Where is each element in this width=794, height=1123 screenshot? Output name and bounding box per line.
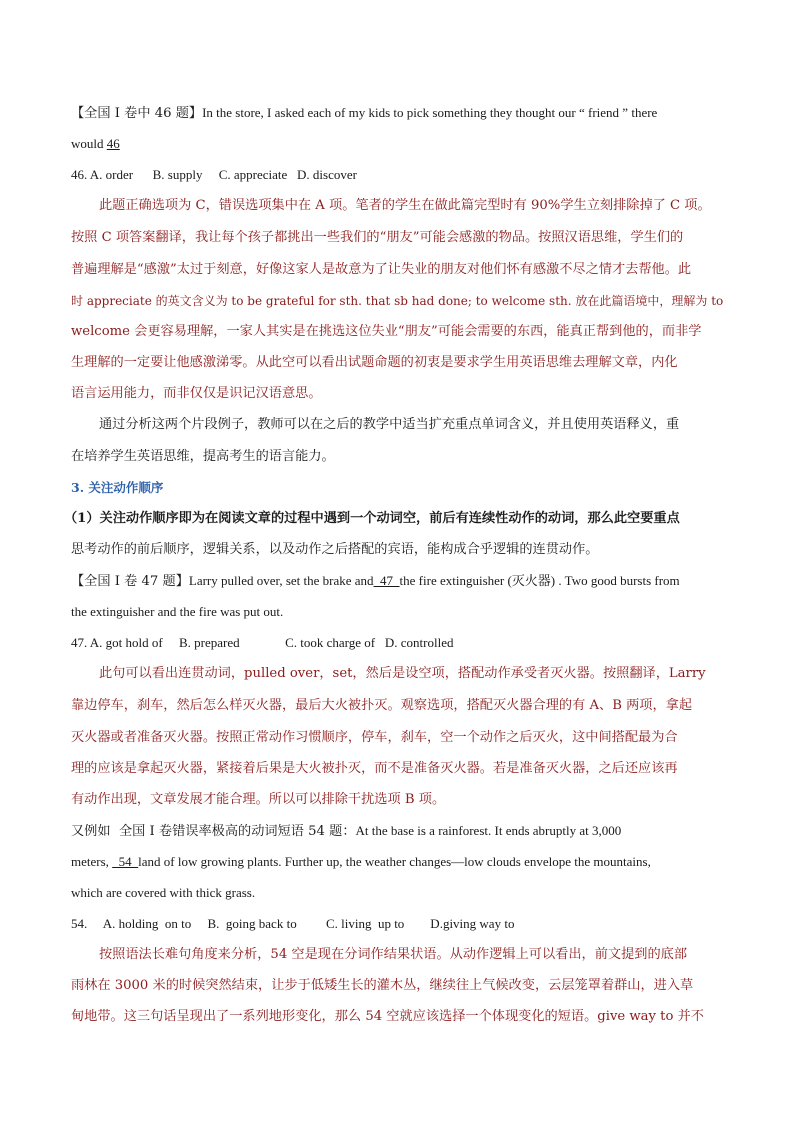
- q54-options: 54. A. holding on to B. going back to C. living up to D.giving way to: [71, 916, 515, 931]
- q54-blank: 54: [112, 854, 139, 869]
- q54-stem-cont: which are covered with thick grass.: [71, 885, 256, 900]
- q47-analysis-line: 此句可以看出连贯动词，pulled over，set，然后是设空项，搭配动作承受者灭火器。按照翻译，Larry: [99, 666, 706, 681]
- section-heading: 3. 关注动作顺序: [71, 480, 164, 495]
- q47-stem-cont: the extinguisher and the fire was put out.: [71, 604, 284, 619]
- q46-stem-text: In the store, I asked each of my kids to pick something they thought our “ friend ” there: [202, 105, 658, 120]
- q47-options: 47. A. got hold of B. prepared C. took charge of D. controlled: [71, 635, 454, 650]
- q47-source-label: 【全国 I 卷 47 题】: [71, 574, 189, 589]
- q54-stem: 又例如 全国 I 卷错误率极高的动词短语 54 题：At the base is a rainforest. It ends abruptly at 3,000: [71, 823, 622, 839]
- q54-intro: 又例如 全国 I 卷错误率极高的动词短语 54 题：: [71, 824, 356, 839]
- q46-analysis-line: 生理解的一定要让他感激涕零。从此空可以看出试题命题的初衷是要求学生用英语思维去理解文章，内化: [71, 355, 678, 370]
- q46-source-label: 【全国 I 卷中 46 题】: [71, 106, 203, 121]
- q46-options: 46. A. order B. supply C. appreciate D. discover: [71, 167, 357, 182]
- q47-stem: 【全国 I 卷 47 题】Larry pulled over, set the brake and 47 the fire extinguisher (灭火器) . Two good bursts from: [71, 573, 680, 589]
- q46-blank: 46: [106, 136, 120, 151]
- section-point-line: 思考动作的前后顺序，逻辑关系，以及动作之后搭配的宾语，能构成合乎逻辑的连贯动作。: [71, 542, 599, 557]
- q46-stem-cont: would 46: [71, 136, 120, 151]
- q46-analysis-line: 按照 C 项答案翻译，我让每个孩子都挑出一些我们的“朋友”可能会感激的物品。按照汉语思维，学生们的: [71, 230, 684, 245]
- q46-analysis-line: 时 appreciate 的英文含义为 to be grateful for sth. that sb had done; to welcome sth. 放在此篇语境中，理解为 to: [71, 294, 724, 308]
- q54-analysis-line: 雨林在 3000 米的时候突然结束，让步于低矮生长的灌木丛，继续往上气候改变，云层笼罩着群山，进入草: [71, 978, 694, 993]
- q46-analysis-line: 此题正确选项为 C，错误选项集中在 A 项。笔者的学生在做此篇完型时有 90%学生立刻排除掉了 C 项。: [99, 198, 711, 213]
- q46-analysis-line: 语言运用能力，而非仅仅是识记汉语意思。: [71, 386, 322, 401]
- summary-line: 通过分析这两个片段例子，教师可以在之后的教学中适当扩充重点单词含义，并且使用英语释义，重: [99, 417, 680, 432]
- section-point-line: （1）关注动作顺序即为在阅读文章的过程中遇到一个动词空，前后有连续性动作的动词，那么此空要重点: [64, 511, 680, 526]
- q46-analysis-line: welcome 会更容易理解，一家人其实是在挑选这位失业“朋友”可能会需要的东西，能真正帮到他的，而非学: [71, 324, 702, 339]
- q47-analysis-line: 理的应该是拿起灭火器，紧接着后果是大火被扑灭，而不是准备灭火器。若是准备灭火器，之后还应该再: [71, 761, 678, 776]
- q54-analysis-line: 按照语法长难句角度来分析，54 空是现在分词作结果状语。从动作逻辑上可以看出，前文提到的底部: [99, 947, 688, 962]
- q47-analysis-line: 灭火器或者准备灭火器。按照正常动作习惯顺序，停车，刹车，空一个动作之后灭火，这中间搭配最为合: [71, 730, 678, 745]
- summary-line: 在培养学生英语思维，提高考生的语言能力。: [71, 449, 335, 464]
- q54-stem-cont: meters, 54 land of low growing plants. Further up, the weather changes—low clouds envelope the mountains,: [71, 854, 651, 869]
- q47-analysis-line: 有动作出现，文章发展才能合理。所以可以排除干扰选项 B 项。: [71, 792, 446, 807]
- q54-analysis-line: 甸地带。这三句话呈现出了一系列地形变化，那么 54 空就应该选择一个体现变化的短语。give way to 并不: [71, 1009, 704, 1024]
- q46-analysis-line: 普遍理解是“感激”太过于刻意，好像这家人是故意为了让失业的朋友对他们怀有感激不尽之情才去帮他。此: [71, 262, 692, 277]
- q47-blank: 47: [373, 573, 400, 588]
- q47-analysis-line: 靠边停车，刹车，然后怎么样灭火器，最后大火被扑灭。观察选项，搭配灭火器合理的有 A、B 两项，拿起: [71, 698, 693, 713]
- q46-stem: [71, 104, 725, 123]
